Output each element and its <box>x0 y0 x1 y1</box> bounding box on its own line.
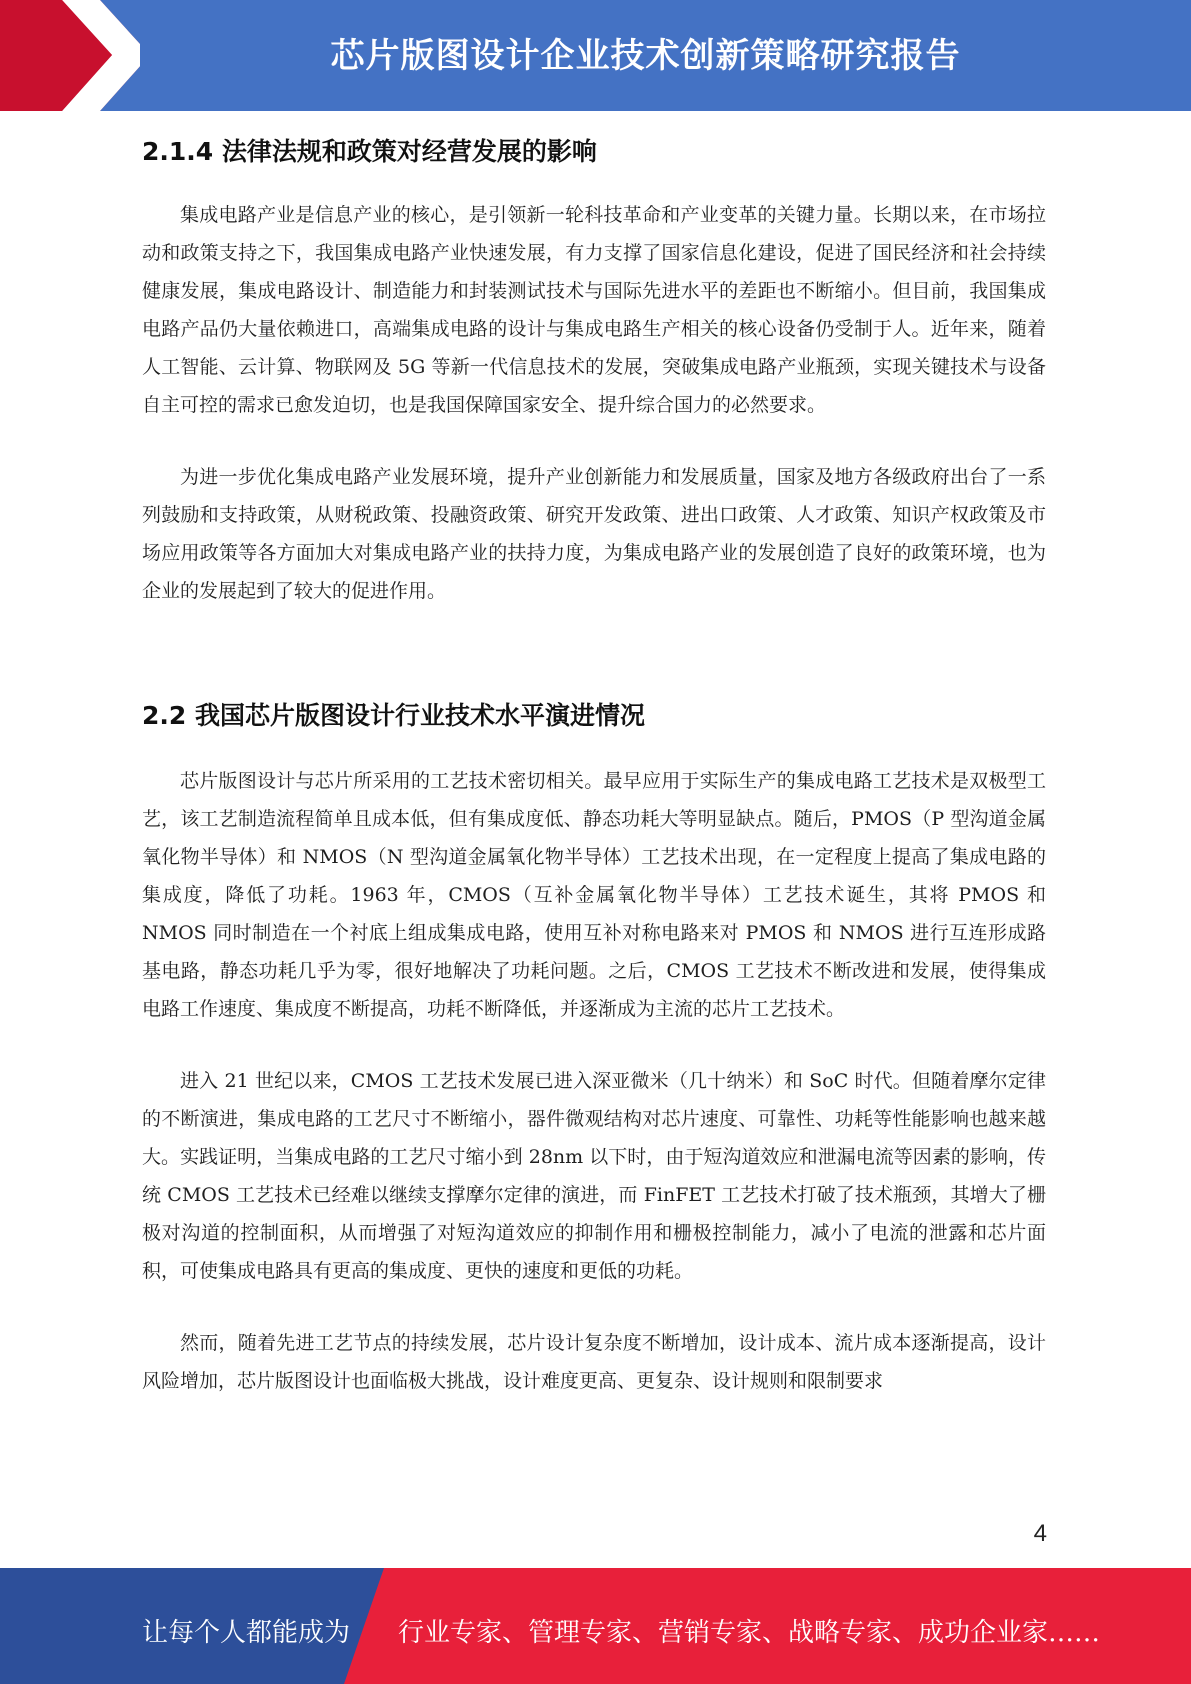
paragraph: 为进一步优化集成电路产业发展环境，提升产业创新能力和发展质量，国家及地方各级政府出台了一系列鼓励和支持政策，从财税政策、投融资政策、研究开发政策、进出口政策、人才政策、知识产权政策及市场应用政策等各方面加大对集成电路产业的扶持力度，为集成电路产业的发展创造了良好的政策环境，也为企业的发展起到了较大的促进作用。 <box>142 466 1046 602</box>
paragraph: 芯片版图设计与芯片所采用的工艺技术密切相关。最早应用于实际生产的集成电路工艺技术是双极型工艺，该工艺制造流程简单且成本低，但有集成度低、静态功耗大等明显缺点。随后，PMOS（P 型沟道金属氧化物半导体）和 NMOS（N 型沟道金属氧化物半导体）工艺技术出现，在一定程度上提高了集成电路的集成度，降低了功耗。1963 年，CMOS（互补金属氧化物半导体）工艺技术诞生，其将 PMOS 和 NMOS 同时制造在一个衬底上组成集成电路，使用互补对称电路来对 PMOS 和 NMOS 进行互连形成路基电路，静态功耗几乎为零，很好地解决了功耗问题。之后，CMOS 工艺技术不断改进和发展，使得集成电路工作速度、集成度不断提高，功耗不断降低，并逐渐成为主流的芯片工艺技术。 <box>142 770 1046 1020</box>
section-heading-2-2: 2.2 我国芯片版图设计行业技术水平演进情况 <box>142 701 645 730</box>
footer-slogan-right: 行业专家、管理专家、营销专家、战略专家、成功企业家…… <box>398 1618 1101 1648</box>
footer-slogan-left: 让每个人都能成为 <box>142 1618 351 1648</box>
report-title: 芯片版图设计企业技术创新策略研究报告 <box>330 36 961 76</box>
document-body <box>142 128 1046 1400</box>
paragraph: 然而，随着先进工艺节点的持续发展，芯片设计复杂度不断增加，设计成本、流片成本逐渐提高，设计风险增加，芯片版图设计也面临极大挑战，设计难度更高、更复杂、设计规则和限制要求 <box>142 1332 1046 1392</box>
header-red-chevron-icon <box>0 0 140 111</box>
page-header <box>0 0 1191 111</box>
section-heading-2-1-4: 2.1.4 法律法规和政策对经营发展的影响 <box>142 137 597 166</box>
page-number: 4 <box>1033 1520 1047 1547</box>
paragraph: 集成电路产业是信息产业的核心，是引领新一轮科技革命和产业变革的关键力量。长期以来，在市场拉动和政策支持之下，我国集成电路产业快速发展，有力支撑了国家信息化建设，促进了国民经济和社会持续健康发展，集成电路设计、制造能力和封装测试技术与国际先进水平的差距也不断缩小。但目前，我国集成电路产品仍大量依赖进口，高端集成电路的设计与集成电路生产相关的核心设备仍受制于人。近年来，随着人工智能、云计算、物联网及 5G 等新一代信息技术的发展，突破集成电路产业瓶颈，实现关键技术与设备自主可控的需求已愈发迫切，也是我国保障国家安全、提升综合国力的必然要求。 <box>142 204 1046 416</box>
page-footer <box>0 1568 1191 1684</box>
paragraph: 进入 21 世纪以来，CMOS 工艺技术发展已进入深亚微米（几十纳米）和 SoC 时代。但随着摩尔定律的不断演进，集成电路的工艺尺寸不断缩小，器件微观结构对芯片速度、可靠性、功耗等性能影响也越来越大。实践证明，当集成电路的工艺尺寸缩小到 28nm 以下时，由于短沟道效应和泄漏电流等因素的影响，传统 CMOS 工艺技术已经难以继续支撑摩尔定律的演进，而 FinFET 工艺技术打破了技术瓶颈，其增大了栅极对沟道的控制面积，从而增强了对短沟道效应的抑制作用和栅极控制能力，减小了电流的泄露和芯片面积，可使集成电路具有更高的集成度、更快的速度和更低的功耗。 <box>142 1070 1046 1282</box>
